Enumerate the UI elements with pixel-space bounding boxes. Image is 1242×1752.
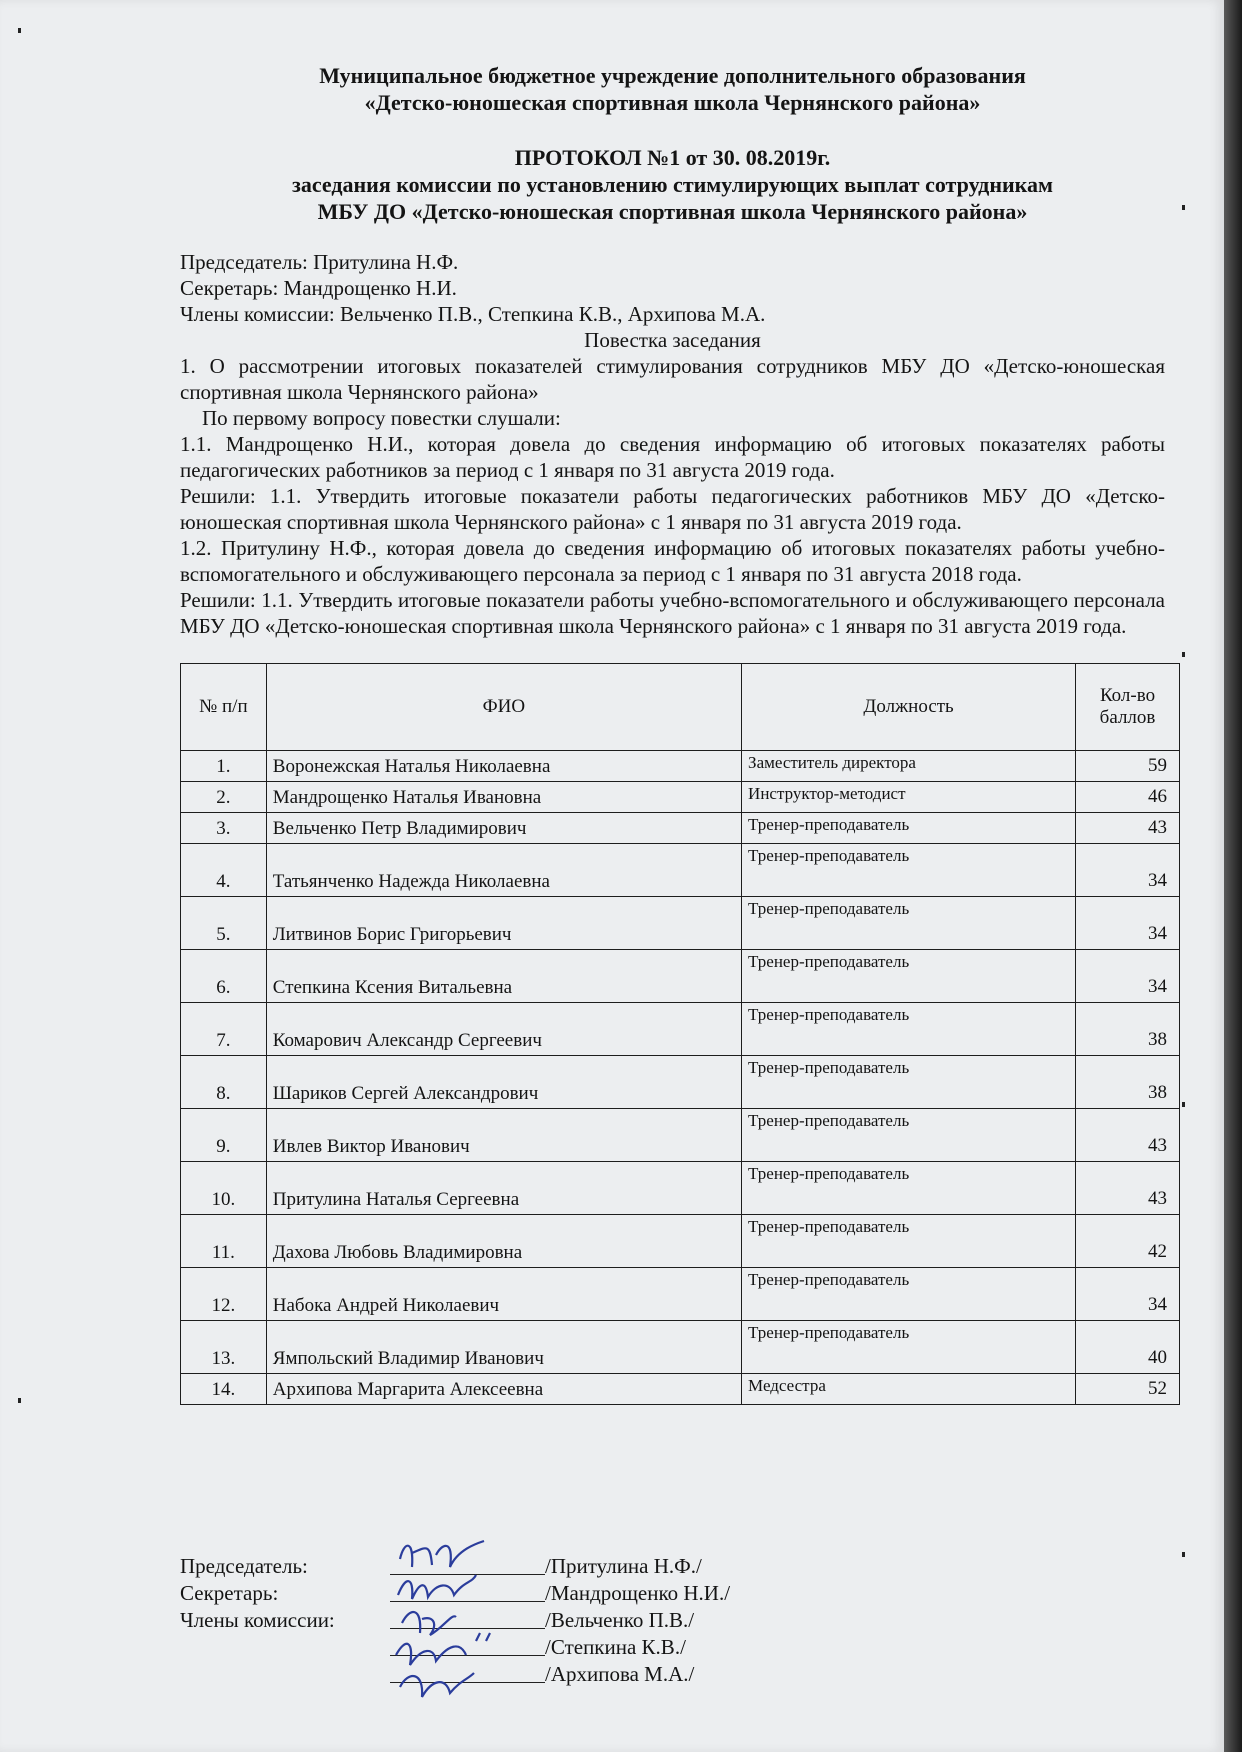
signature-role: Секретарь:: [180, 1581, 279, 1605]
table-row: [181, 844, 1180, 897]
row-fio: Притулина Наталья Сергеевна: [266, 1162, 741, 1215]
row-number: 14.: [181, 1374, 267, 1405]
row-number: 4.: [181, 844, 267, 897]
org-name-line1: Муниципальное бюджетное учреждение дополнительного образования: [319, 63, 1026, 88]
table-row: [181, 813, 1180, 844]
decision-1-2: Решили: 1.1. Утвердить итоговые показатели работы учебно-вспомогательного и обслуживающего персонала МБУ ДО «Детско-юношеская спортивная школа Чернянского района» с 1 января по 31 августа 2019 года.: [180, 588, 1165, 638]
row-number: 12.: [181, 1268, 267, 1321]
row-position: Тренер-преподаватель: [742, 1268, 1076, 1321]
table-row: [181, 1374, 1180, 1405]
row-position: Тренер-преподаватель: [742, 1321, 1076, 1374]
agenda-item-1: 1. О рассмотрении итоговых показателей стимулирования сотрудников МБУ ДО «Детско-юношеская спортивная школа Чернянского района»: [180, 354, 1165, 404]
header-num: № п/п: [181, 664, 267, 751]
row-fio: Дахова Любовь Владимировна: [266, 1215, 741, 1268]
row-position: Тренер-преподаватель: [742, 1109, 1076, 1162]
paragraph-1-2: 1.2. Притулину Н.Ф., которая довела до сведения информацию об итоговых показателях работы учебно-вспомогательного и обслуживающего персонала за период с 1 января по 31 августа 2018 года.: [180, 536, 1165, 586]
commission-secretary: Секретарь: Мандрощенко Н.И.: [180, 276, 457, 300]
signature-name: /Степкина К.В./: [545, 1635, 686, 1659]
row-number: 5.: [181, 897, 267, 950]
agenda-heard: По первому вопросу повестки слушали:: [202, 406, 561, 430]
row-fio: Степкина Ксения Витальевна: [266, 950, 741, 1003]
signature-name: /Притулина Н.Ф./: [545, 1554, 702, 1578]
row-position: Тренер-преподаватель: [742, 1215, 1076, 1268]
row-fio: Шариков Сергей Александрович: [266, 1056, 741, 1109]
row-fio: Набока Андрей Николаевич: [266, 1268, 741, 1321]
row-points: 34: [1076, 950, 1180, 1003]
table-row: [181, 1003, 1180, 1056]
protocol-title: ПРОТОКОЛ №1 от 30. 08.2019г.: [514, 145, 831, 170]
row-position: Тренер-преподаватель: [742, 897, 1076, 950]
table-row: [181, 1162, 1180, 1215]
row-position: Тренер-преподаватель: [742, 813, 1076, 844]
row-fio: Вельченко Петр Владимирович: [266, 813, 741, 844]
row-points: 34: [1076, 897, 1180, 950]
agenda-title: Повестка заседания: [584, 328, 761, 352]
row-points: 38: [1076, 1056, 1180, 1109]
row-fio: Ямпольский Владимир Иванович: [266, 1321, 741, 1374]
protocol-subtitle-1: заседания комиссии по установлению стимулирующих выплат сотрудникам: [291, 172, 1053, 197]
row-number: 3.: [181, 813, 267, 844]
row-points: 46: [1076, 782, 1180, 813]
row-number: 2.: [181, 782, 267, 813]
row-fio: Воронежская Наталья Николаевна: [266, 751, 741, 782]
row-number: 8.: [181, 1056, 267, 1109]
table-row: [181, 782, 1180, 813]
protocol-subtitle-2: МБУ ДО «Детско-юношеская спортивная школа Чернянского района»: [317, 199, 1028, 224]
signature-name: /Мандрощенко Н.И./: [545, 1581, 731, 1605]
signature-block: [180, 1553, 880, 1688]
handwritten-signatures: [392, 1537, 522, 1717]
table-row: [181, 950, 1180, 1003]
row-fio: Ивлев Виктор Иванович: [266, 1109, 741, 1162]
table-header-row: [181, 664, 1180, 751]
org-name-line2: «Детско-юношеская спортивная школа Чернянского района»: [364, 90, 981, 115]
signature-role: Председатель:: [180, 1554, 308, 1578]
row-number: 1.: [181, 751, 267, 782]
row-fio: Мандрощенко Наталья Ивановна: [266, 782, 741, 813]
row-position: Инструктор-методист: [742, 782, 1076, 813]
row-points: 34: [1076, 844, 1180, 897]
row-number: 10.: [181, 1162, 267, 1215]
row-position: Медсестра: [742, 1374, 1076, 1405]
row-number: 9.: [181, 1109, 267, 1162]
table-row: [181, 1268, 1180, 1321]
row-points: 38: [1076, 1003, 1180, 1056]
row-number: 11.: [181, 1215, 267, 1268]
row-number: 13.: [181, 1321, 267, 1374]
signature-name: /Архипова М.А./: [545, 1662, 695, 1686]
row-position: Тренер-преподаватель: [742, 950, 1076, 1003]
signature-row: [180, 1553, 880, 1580]
table-row: [181, 1215, 1180, 1268]
row-points: 42: [1076, 1215, 1180, 1268]
row-position: Заместитель директора: [742, 751, 1076, 782]
table-row: [181, 1056, 1180, 1109]
scan-speck: [1182, 652, 1185, 657]
table-row: [181, 1321, 1180, 1374]
commission-chair: Председатель: Притулина Н.Ф.: [180, 250, 459, 274]
row-points: 43: [1076, 1109, 1180, 1162]
signature-row: [180, 1661, 880, 1688]
signature-row: [180, 1634, 880, 1661]
table-row: [181, 1109, 1180, 1162]
row-number: 7.: [181, 1003, 267, 1056]
row-position: Тренер-преподаватель: [742, 1003, 1076, 1056]
scan-speck: [1182, 1552, 1185, 1557]
row-points: 43: [1076, 813, 1180, 844]
document-body: [180, 62, 1165, 1405]
row-fio: Литвинов Борис Григорьевич: [266, 897, 741, 950]
row-position: Тренер-преподаватель: [742, 1162, 1076, 1215]
commission-members: Члены комиссии: Вельченко П.В., Степкина К.В., Архипова М.А.: [180, 302, 766, 326]
row-points: 40: [1076, 1321, 1180, 1374]
row-position: Тренер-преподаватель: [742, 1056, 1076, 1109]
row-points: 34: [1076, 1268, 1180, 1321]
header-position: Должность: [742, 664, 1076, 751]
row-position: Тренер-преподаватель: [742, 844, 1076, 897]
scan-speck: [1182, 205, 1185, 210]
decision-1-1: Решили: 1.1. Утвердить итоговые показатели работы педагогических работников МБУ ДО «Детско-юношеская спортивная школа Чернянского района» с 1 января по 31 августа 2019 года.: [180, 484, 1165, 534]
signature-role: Члены комиссии:: [180, 1608, 335, 1632]
row-points: 43: [1076, 1162, 1180, 1215]
row-number: 6.: [181, 950, 267, 1003]
scan-speck: [1182, 1102, 1185, 1107]
header-fio: ФИО: [266, 664, 741, 751]
paragraph-1-1: 1.1. Мандрощенко Н.И., которая довела до сведения информацию об итоговых показателях работы педагогических работников за период с 1 января по 31 августа 2019 года.: [180, 432, 1165, 482]
row-fio: Татьянченко Надежда Николаевна: [266, 844, 741, 897]
signature-row: [180, 1580, 880, 1607]
table-row: [181, 751, 1180, 782]
row-points: 59: [1076, 751, 1180, 782]
row-points: 52: [1076, 1374, 1180, 1405]
signature-name: /Вельченко П.В./: [545, 1608, 695, 1632]
scores-table: [180, 663, 1180, 1405]
row-fio: Архипова Маргарита Алексеевна: [266, 1374, 741, 1405]
table-row: [181, 897, 1180, 950]
row-fio: Комарович Александр Сергеевич: [266, 1003, 741, 1056]
scan-speck: [18, 1398, 21, 1403]
scan-edge: [1224, 0, 1242, 1752]
header-points: Кол-во баллов: [1076, 664, 1180, 751]
signature-row: [180, 1607, 880, 1634]
scan-speck: [18, 28, 21, 33]
